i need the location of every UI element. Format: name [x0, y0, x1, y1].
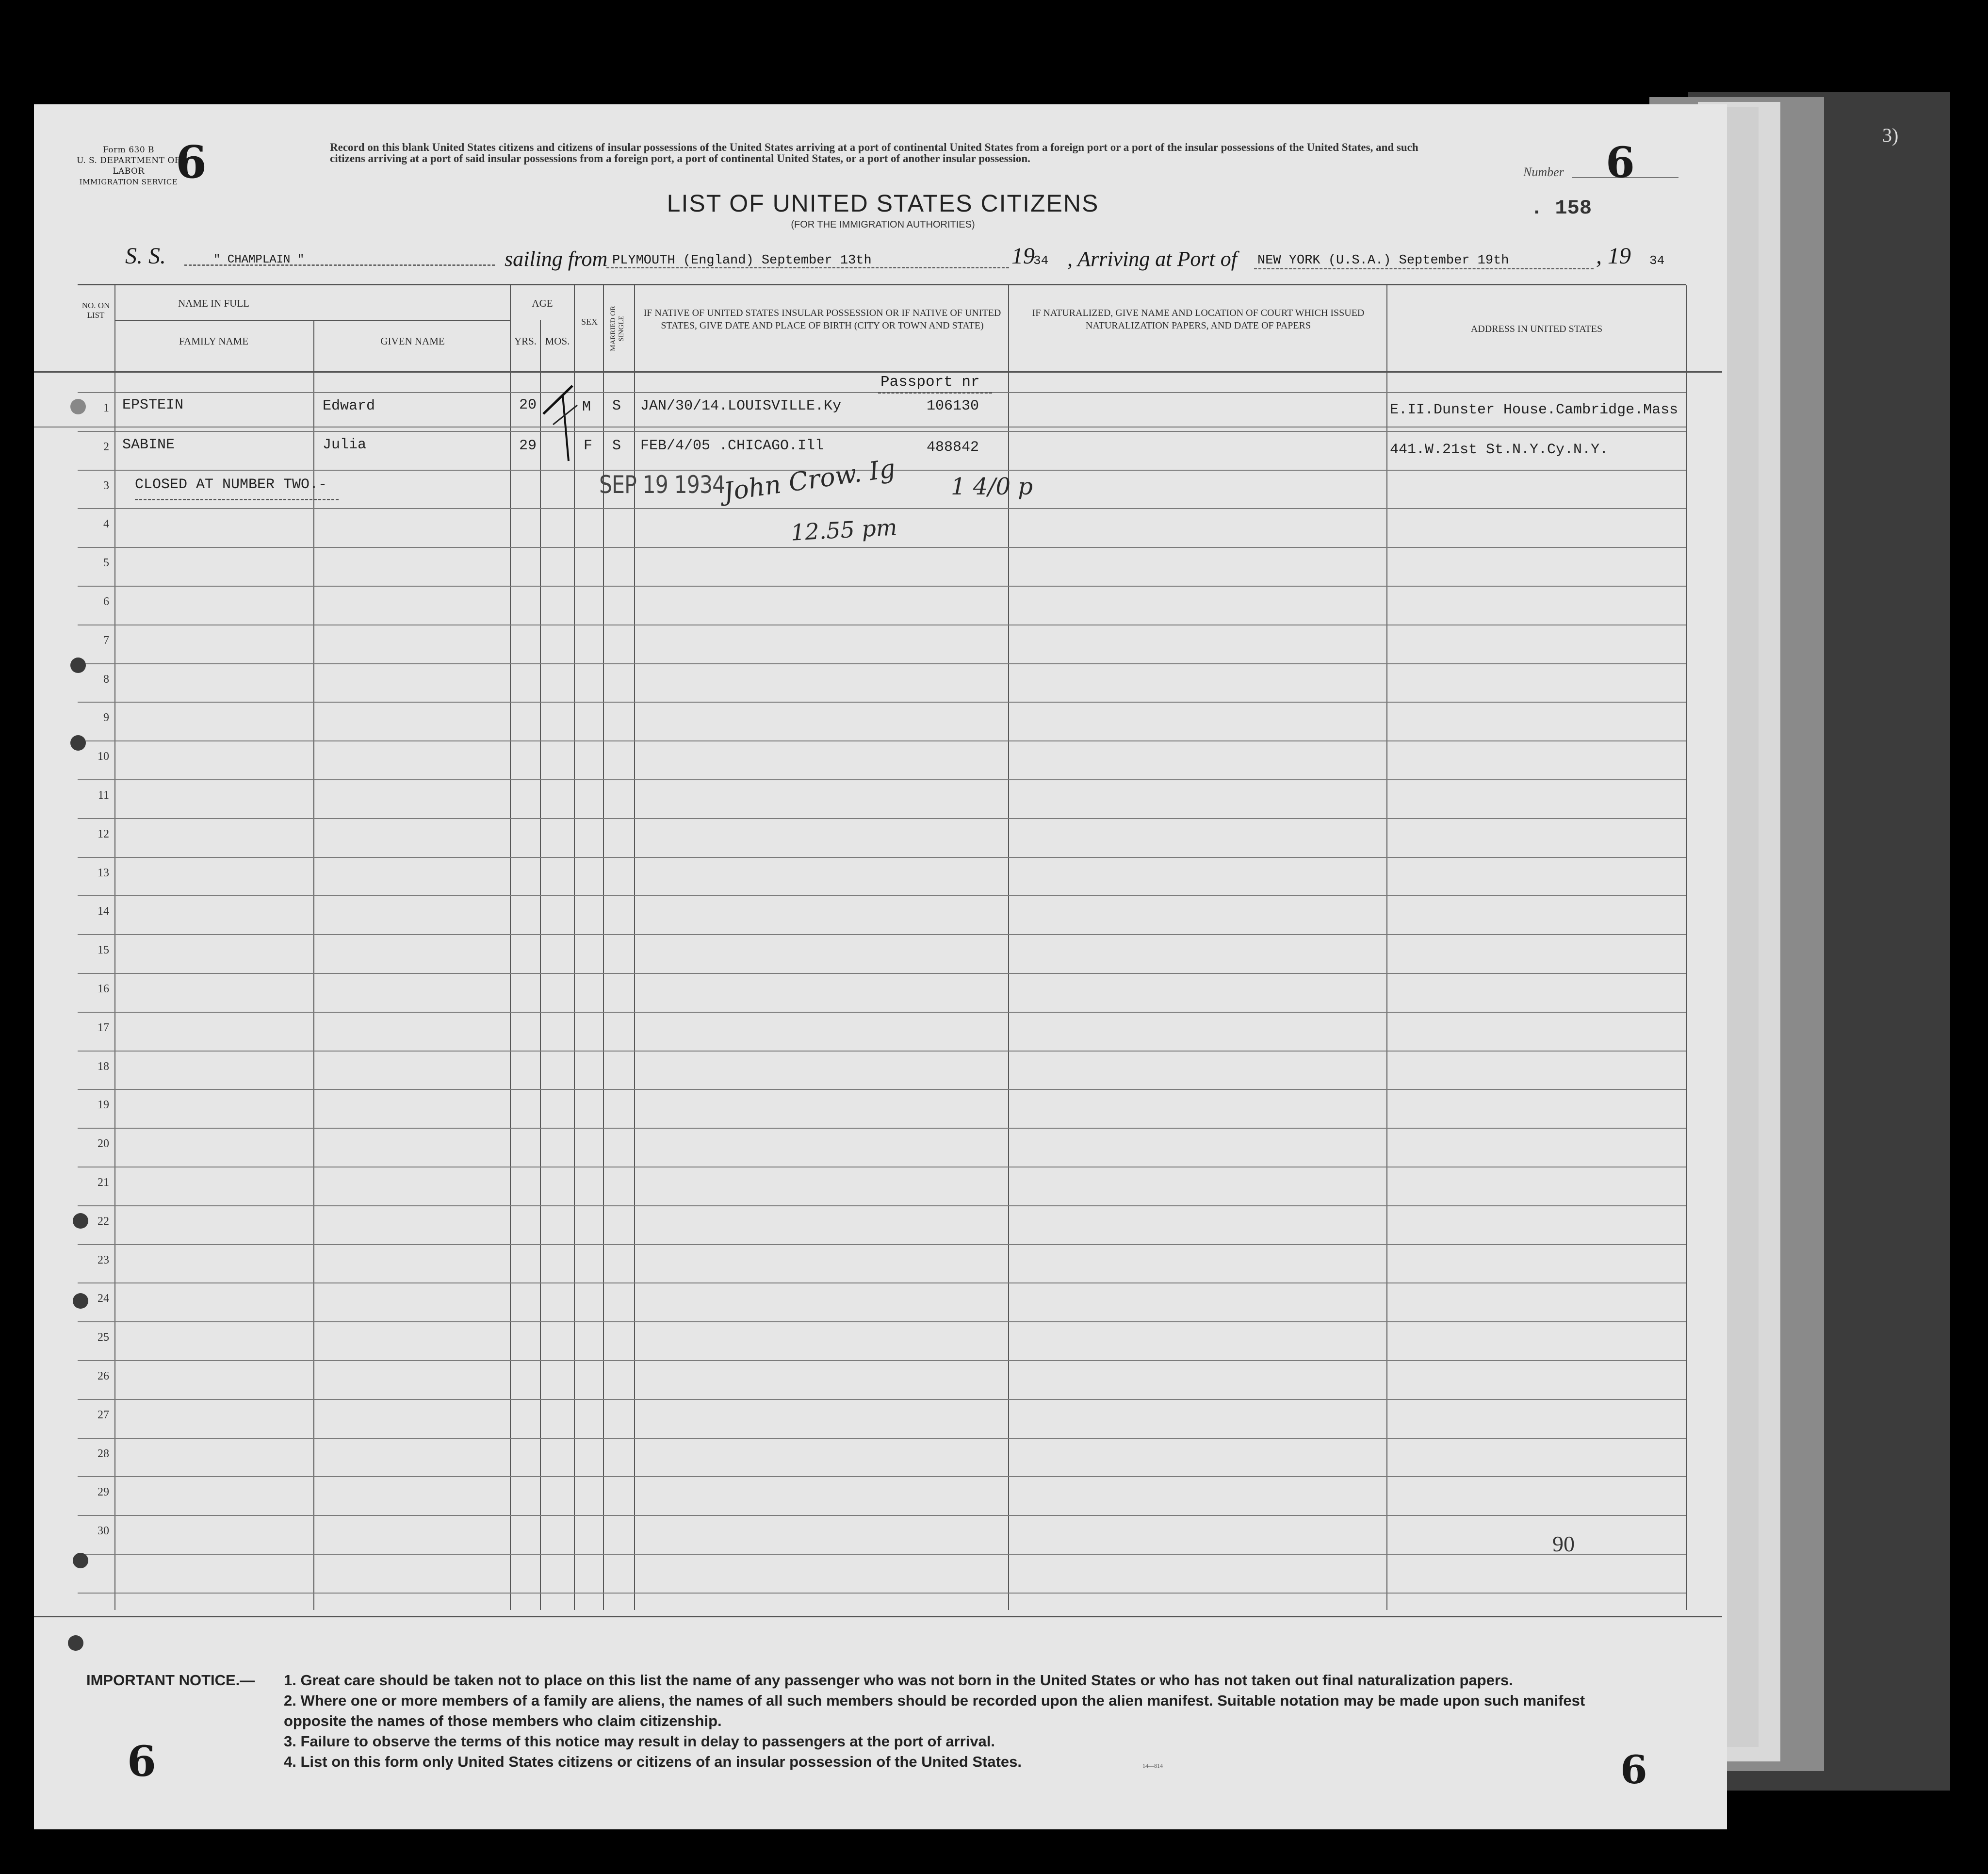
row-number: 12: [98, 828, 109, 840]
passenger-1-given: Edward: [323, 398, 375, 414]
passenger-1-marital: S: [612, 398, 621, 414]
signature-time: 12.55 pm: [790, 514, 898, 546]
row-number: 23: [98, 1254, 109, 1266]
department: U. S. DEPARTMENT OF LABOR: [76, 156, 181, 176]
ship-name: " CHAMPLAIN ": [213, 253, 305, 266]
row-rule: [78, 818, 1686, 819]
row-rule: [78, 973, 1686, 974]
row-rule: [78, 1089, 1686, 1090]
row-rule: [78, 1554, 1686, 1555]
passenger-2-marital: S: [612, 438, 621, 454]
page-total: 90: [1552, 1531, 1575, 1556]
col-family-name: FAMILY NAME: [179, 335, 249, 347]
row-rule: [78, 586, 1686, 587]
passenger-1-birth: JAN/30/14.LOUISVILLE.Ky: [640, 398, 842, 414]
background-sheet-edge: [1725, 107, 1759, 1747]
col-naturalized: IF NATURALIZED, GIVE NAME AND LOCATION OF COURT WHICH ISSUED NATURALIZATION PAPERS, AND DATE OF PAPERS: [1032, 308, 1365, 331]
instructions-text: Record on this blank United States citizens and citizens of insular possessions of the United States arriving at a port of continental United States from a foreign port or a port of the insular possessions of the United States, and such citizens arriving at a port of said insular possessions from a foreign port, a port of continental United States, or a port of another insular possession.: [330, 141, 1418, 164]
table-top-rule: [78, 284, 1686, 285]
row-rule: [78, 508, 1686, 509]
row-number: 6: [103, 595, 109, 608]
sheet-number-right: 6: [1606, 138, 1635, 187]
row-number: 15: [98, 944, 109, 956]
ship-underline: [184, 264, 495, 266]
row-number: 26: [98, 1370, 109, 1382]
row-number: 7: [103, 634, 109, 647]
row-rule: [78, 1012, 1686, 1013]
row-number: 17: [98, 1021, 109, 1034]
row-rule: [78, 1205, 1686, 1206]
row-rule: [78, 1128, 1686, 1129]
passenger-2-given: Julia: [323, 437, 367, 453]
col-sex: SEX: [581, 317, 598, 327]
notice-item-2: 2. Where one or more members of a family are aliens, the names of all such members should be recorded upon the alien manifest. Suitable notation may be made upon such manifest opposite the names of those members who claim citizenship.: [284, 1692, 1585, 1729]
sailing-label: sailing from: [505, 247, 608, 271]
notice-item-4: 4. List on this form only United States citizens or citizens of an insular possession of the United States.: [284, 1753, 1022, 1770]
row-rule: [78, 663, 1686, 664]
passenger-2-age: 29: [519, 438, 537, 454]
row-rule: [78, 1438, 1686, 1439]
passenger-1-age: 20: [519, 397, 537, 413]
row-rule: [78, 934, 1686, 935]
passenger-2-sex: F: [584, 438, 593, 454]
sheet-number-top: 6: [176, 136, 207, 188]
row-number: 29: [98, 1486, 109, 1498]
passenger-2-address: 441.W.21st St.N.Y.Cy.N.Y.: [1390, 442, 1609, 458]
inspector-signature: John Crow. Ig: [721, 454, 897, 507]
year-prefix-2: , 19: [1596, 243, 1631, 269]
col-given-name: GIVEN NAME: [380, 335, 445, 347]
row-number: 9: [103, 711, 109, 724]
row-number: 2: [103, 441, 109, 453]
form-identifier: [68, 145, 189, 187]
row-number: 3: [103, 479, 109, 492]
row-number: 13: [98, 867, 109, 879]
row-number: 14: [98, 905, 109, 918]
punch-hole: [70, 399, 86, 414]
notice-list: [284, 1670, 1642, 1772]
col-birth: IF NATIVE OF UNITED STATES INSULAR POSSESSION OR IF NATIVE OF UNITED STATES, GIVE DATE AND PLACE OF BIRTH (CITY OR TOWN AND STATE): [643, 308, 1001, 331]
row-rule: [78, 1051, 1686, 1052]
punch-hole: [70, 658, 86, 673]
sheet-number-bottom-left: 6: [127, 1737, 156, 1786]
row-rule: [78, 431, 1686, 432]
row-number: 19: [98, 1099, 109, 1111]
form-subtitle: (FOR THE IMMIGRATION AUTHORITIES): [791, 219, 975, 230]
row-number: 27: [98, 1409, 109, 1421]
corner-number: 3): [1882, 124, 1899, 146]
number-label: Number: [1523, 165, 1564, 179]
form-number: Form 630 B: [102, 145, 155, 155]
punch-hole: [73, 1553, 88, 1568]
row-number: 1: [103, 402, 109, 414]
row-number: 30: [98, 1525, 109, 1537]
row-number: 22: [98, 1215, 109, 1228]
row-number: 18: [98, 1060, 109, 1073]
closed-note-underline: [135, 499, 339, 500]
row-rule: [78, 1321, 1686, 1322]
row-rule: [78, 1476, 1686, 1477]
passport-header-underline: [878, 392, 992, 394]
row-rule: [78, 1282, 1686, 1283]
departure: PLYMOUTH (England) September 13th: [612, 253, 872, 268]
row-number: 24: [98, 1292, 109, 1305]
row-number: 8: [103, 673, 109, 686]
row-number: 4: [103, 518, 109, 530]
notice-item-3: 3. Failure to observe the terms of this notice may result in delay to passengers at the port of arrival.: [284, 1733, 995, 1750]
closed-note: CLOSED AT NUMBER TWO.-: [135, 477, 327, 493]
punch-hole: [73, 1293, 88, 1309]
departure-year: 34: [1033, 253, 1049, 268]
col-age-mos: MOS.: [545, 335, 570, 347]
col-age-yrs: YRS.: [514, 335, 537, 347]
print-code: 14—814: [1142, 1762, 1163, 1769]
passenger-2-passport: 488842: [927, 439, 979, 456]
passenger-1-sex: M: [582, 399, 591, 415]
row-number: 20: [98, 1137, 109, 1150]
list-number: . 158: [1531, 197, 1592, 220]
departure-underline: [606, 267, 1009, 268]
notice-item-1: 1. Great care should be taken not to place on this list the name of any passenger who was not born in the United States or who has not taken out final naturalization papers.: [284, 1672, 1513, 1689]
row-number: 28: [98, 1447, 109, 1460]
row-rule: [78, 1593, 1686, 1594]
row-rules: [34, 369, 1688, 1621]
year-prefix: 19: [1011, 243, 1035, 269]
arrival-year: 34: [1649, 253, 1665, 268]
col-age: AGE: [532, 297, 553, 309]
row-rule: [78, 857, 1686, 858]
passenger-1-family: EPSTEIN: [122, 397, 184, 413]
row-number: 21: [98, 1176, 109, 1189]
arrival-underline: [1254, 268, 1594, 269]
passenger-2-family: SABINE: [122, 437, 175, 453]
punch-hole: [68, 1635, 83, 1651]
punch-hole: [70, 735, 86, 751]
notice-heading: IMPORTANT NOTICE.—: [86, 1672, 255, 1689]
row-rule: [78, 1360, 1686, 1361]
row-rule: [78, 740, 1686, 741]
col-married-single: MARRIED OR SINGLE: [609, 306, 625, 351]
ss-label: S. S.: [125, 243, 166, 269]
row-number: 10: [98, 750, 109, 763]
row-rule: [78, 547, 1686, 548]
row-number: 25: [98, 1331, 109, 1344]
date-stamp: SEP 19 1934: [599, 471, 725, 499]
row-number: 11: [98, 789, 109, 802]
row-number: 16: [98, 983, 109, 995]
punch-hole: [73, 1213, 88, 1229]
passenger-1-address: E.II.Dunster House.Cambridge.Mass: [1390, 402, 1678, 418]
fraction-note: 1 4/0 p: [951, 473, 1033, 500]
row-number: 5: [103, 557, 109, 569]
service: IMMIGRATION SERVICE: [79, 178, 178, 186]
row-rule: [78, 702, 1686, 703]
row-rule: [78, 895, 1686, 896]
row-rule: [78, 1244, 1686, 1245]
row-rule: [78, 1515, 1686, 1516]
arriving-label: , Arriving at Port of: [1067, 247, 1237, 271]
row-rule: [78, 1399, 1686, 1400]
passport-header: Passport nr: [880, 374, 980, 391]
sheet-number-bottom-right: 6: [1620, 1747, 1647, 1792]
notice-rule: [34, 1616, 1722, 1617]
form-title: LIST OF UNITED STATES CITIZENS: [667, 190, 1099, 217]
col-address: ADDRESS IN UNITED STATES: [1470, 324, 1603, 334]
passenger-2-birth: FEB/4/05 .CHICAGO.Ill: [640, 438, 824, 454]
passenger-1-passport: 106130: [927, 398, 979, 414]
row-rule: [78, 779, 1686, 780]
arrival: NEW YORK (U.S.A.) September 19th: [1257, 253, 1509, 268]
col-name-in-full: NAME IN FULL: [178, 297, 249, 309]
check-marks: [534, 376, 587, 473]
col-no-on-list: NO. ON LIST: [81, 301, 110, 320]
